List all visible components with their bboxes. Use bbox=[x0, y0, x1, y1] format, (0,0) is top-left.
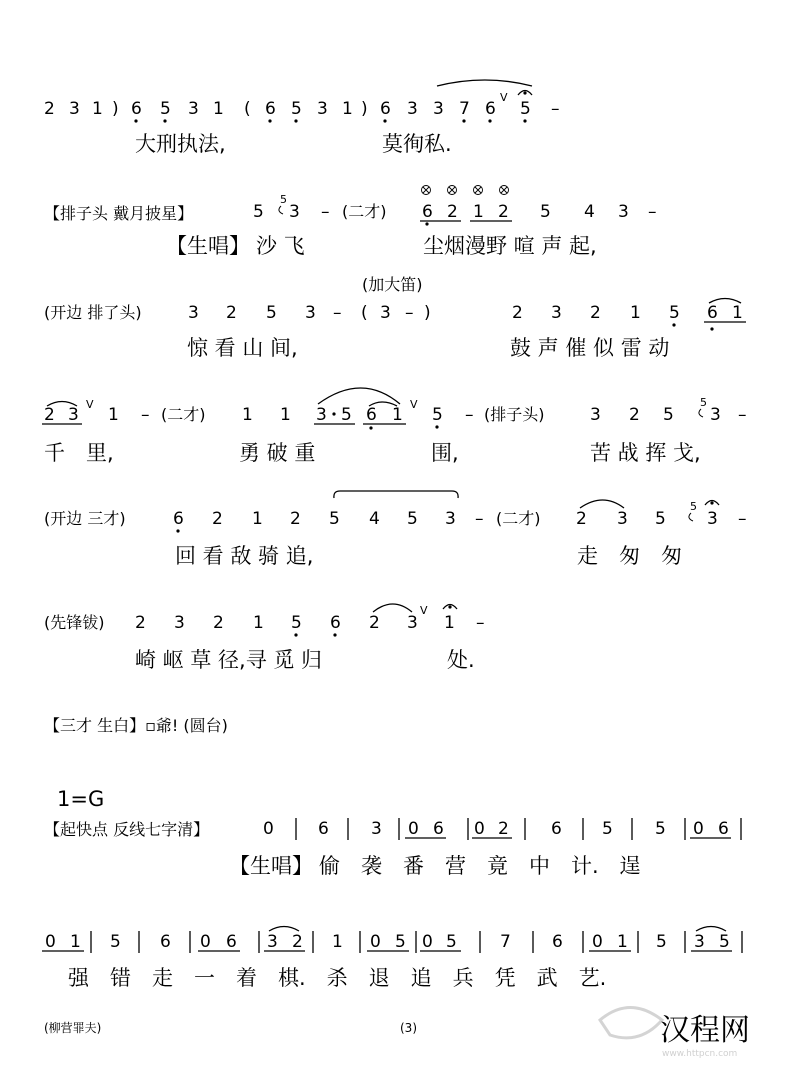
line-5-lyrics-b: 走 匆 匆 bbox=[577, 544, 682, 568]
svg-text:5: 5 bbox=[656, 932, 667, 952]
svg-text:2: 2 bbox=[292, 932, 303, 952]
svg-text:–: – bbox=[738, 509, 747, 529]
svg-text:–: – bbox=[333, 303, 342, 323]
svg-text:1: 1 bbox=[342, 99, 353, 119]
svg-text:–: – bbox=[141, 405, 150, 425]
svg-text:5: 5 bbox=[669, 303, 680, 323]
svg-text:–: – bbox=[738, 405, 747, 425]
svg-text:3: 3 bbox=[590, 405, 601, 425]
svg-text:6: 6 bbox=[485, 99, 496, 119]
key-signature: 1=G bbox=[57, 787, 105, 811]
svg-text:2: 2 bbox=[629, 405, 640, 425]
svg-text:3: 3 bbox=[380, 303, 391, 323]
watermark-logo bbox=[600, 1008, 750, 1060]
svg-text:–: – bbox=[648, 202, 657, 222]
svg-text:6: 6 bbox=[330, 613, 341, 633]
line-6-notes bbox=[135, 604, 485, 637]
svg-text:2: 2 bbox=[369, 613, 380, 633]
svg-text:5: 5 bbox=[329, 509, 340, 529]
svg-text:5: 5 bbox=[655, 819, 666, 839]
svg-text:1: 1 bbox=[732, 303, 743, 323]
svg-text:5: 5 bbox=[253, 202, 264, 222]
line-1-notes bbox=[44, 80, 560, 123]
svg-text:5: 5 bbox=[341, 405, 352, 425]
svg-text:): ) bbox=[112, 99, 119, 119]
svg-text:3: 3 bbox=[710, 405, 721, 425]
watermark-text: 汉程网 bbox=[660, 1013, 750, 1048]
svg-text:1: 1 bbox=[473, 202, 484, 222]
svg-text:(排子头): (排子头) bbox=[484, 405, 545, 424]
svg-text:5: 5 bbox=[280, 193, 287, 206]
line-6-lyrics-a: 崎 岖 草 径,寻 觅 归 bbox=[135, 648, 323, 672]
svg-text:6: 6 bbox=[131, 99, 142, 119]
svg-text:1: 1 bbox=[280, 405, 291, 425]
section-2-lyrics-row-2: 强 错 走 一 着 棋. 杀 退 追 兵 凭 武 艺. bbox=[68, 966, 607, 990]
svg-text:6: 6 bbox=[433, 819, 444, 839]
svg-text:3: 3 bbox=[551, 303, 562, 323]
line-6-lyrics-b: 处. bbox=[447, 648, 475, 672]
line-2-label: 【排子头 戴月披星】 bbox=[44, 204, 194, 223]
svg-text:0: 0 bbox=[263, 819, 274, 839]
line-3-lyrics-a: 惊 看 山 间, bbox=[187, 336, 298, 360]
section-2-row-2-notes bbox=[42, 927, 742, 954]
svg-text:(二才): (二才) bbox=[342, 202, 387, 221]
svg-text:0: 0 bbox=[474, 819, 485, 839]
svg-text:V: V bbox=[500, 91, 508, 104]
svg-text:5: 5 bbox=[407, 509, 418, 529]
svg-text:2: 2 bbox=[44, 405, 55, 425]
svg-text:5: 5 bbox=[395, 932, 406, 952]
line-2-lyrics-b: 尘烟漫野 喧 声 起, bbox=[423, 234, 597, 258]
svg-text:): ) bbox=[424, 303, 431, 323]
svg-text:3: 3 bbox=[69, 99, 80, 119]
svg-text:2: 2 bbox=[576, 509, 587, 529]
svg-text:1: 1 bbox=[332, 932, 343, 952]
svg-text:): ) bbox=[361, 99, 368, 119]
svg-text:2: 2 bbox=[447, 202, 458, 222]
line-4-notes bbox=[42, 388, 747, 430]
svg-text:–: – bbox=[476, 613, 485, 633]
line-2-lyrics-label: 【生唱】 bbox=[166, 234, 250, 258]
svg-text:3: 3 bbox=[317, 99, 328, 119]
svg-text:6: 6 bbox=[318, 819, 329, 839]
svg-text:6: 6 bbox=[707, 303, 718, 323]
svg-text:3: 3 bbox=[407, 99, 418, 119]
svg-text:V: V bbox=[86, 398, 94, 411]
line-4-lyrics-a: 千 里, bbox=[44, 441, 114, 465]
svg-text:2: 2 bbox=[498, 819, 509, 839]
svg-text:6: 6 bbox=[422, 202, 433, 222]
svg-text:6: 6 bbox=[552, 932, 563, 952]
line-2-notes bbox=[253, 186, 657, 226]
section-2-label: 【起快点 反线七字清】 bbox=[44, 820, 210, 839]
svg-text:(: ( bbox=[244, 99, 251, 119]
svg-text:0: 0 bbox=[408, 819, 419, 839]
svg-text:3: 3 bbox=[188, 99, 199, 119]
svg-text:2: 2 bbox=[213, 613, 224, 633]
svg-text:1: 1 bbox=[617, 932, 628, 952]
svg-text:2: 2 bbox=[512, 303, 523, 323]
svg-text:2: 2 bbox=[212, 509, 223, 529]
section-2-row-1-notes bbox=[263, 818, 741, 840]
svg-text:6: 6 bbox=[160, 932, 171, 952]
svg-text:1: 1 bbox=[108, 405, 119, 425]
svg-text:7: 7 bbox=[500, 932, 511, 952]
svg-text:V: V bbox=[410, 398, 418, 411]
svg-text:0: 0 bbox=[45, 932, 56, 952]
line-5-lyrics-a: 回 看 敌 骑 追, bbox=[175, 544, 314, 568]
svg-text:3: 3 bbox=[407, 613, 418, 633]
svg-text:5: 5 bbox=[291, 99, 302, 119]
line-6-label: (先锋钹) bbox=[44, 613, 105, 632]
svg-text:1: 1 bbox=[213, 99, 224, 119]
svg-text:5: 5 bbox=[602, 819, 613, 839]
line-2-lyrics-a: 沙 飞 bbox=[256, 234, 305, 258]
line-1-lyrics-a: 大刑执法, bbox=[135, 132, 226, 156]
svg-text:6: 6 bbox=[551, 819, 562, 839]
svg-text:7: 7 bbox=[459, 99, 470, 119]
svg-text:3: 3 bbox=[707, 509, 718, 529]
cymbal-marks bbox=[422, 186, 509, 195]
svg-text:4: 4 bbox=[369, 509, 380, 529]
svg-text:1: 1 bbox=[630, 303, 641, 323]
svg-text:2: 2 bbox=[590, 303, 601, 323]
svg-text:1: 1 bbox=[70, 932, 81, 952]
section-2-lyrics-label: 【生唱】 bbox=[229, 854, 313, 878]
svg-text:6: 6 bbox=[718, 819, 729, 839]
svg-text:3: 3 bbox=[174, 613, 185, 633]
svg-text:6: 6 bbox=[380, 99, 391, 119]
svg-text:1: 1 bbox=[253, 613, 264, 633]
svg-text:6: 6 bbox=[173, 509, 184, 529]
annotation-lei-gu: (加大笛) bbox=[362, 275, 423, 294]
svg-text:0: 0 bbox=[422, 932, 433, 952]
svg-text:3: 3 bbox=[694, 932, 705, 952]
svg-text:5: 5 bbox=[446, 932, 457, 952]
svg-text:2: 2 bbox=[498, 202, 509, 222]
svg-text:3: 3 bbox=[188, 303, 199, 323]
page-number: (3) bbox=[400, 1021, 417, 1035]
svg-text:1: 1 bbox=[444, 613, 455, 633]
svg-text:–: – bbox=[405, 303, 414, 323]
svg-text:–: – bbox=[465, 405, 474, 425]
svg-text:3: 3 bbox=[289, 202, 300, 222]
svg-text:5: 5 bbox=[291, 613, 302, 633]
watermark-url: www.httpcn.com bbox=[662, 1049, 738, 1059]
svg-text:3: 3 bbox=[433, 99, 444, 119]
svg-text:6: 6 bbox=[265, 99, 276, 119]
svg-text:2: 2 bbox=[135, 613, 146, 633]
svg-text:5: 5 bbox=[663, 405, 674, 425]
svg-text:6: 6 bbox=[366, 405, 377, 425]
section-2-lyrics-row-1: 偷 袭 番 营 竟 中 计. 逞 bbox=[319, 854, 641, 878]
svg-text:5: 5 bbox=[655, 509, 666, 529]
svg-text:–: – bbox=[321, 202, 330, 222]
svg-text:3: 3 bbox=[305, 303, 316, 323]
line-4-lyrics-c: 围, bbox=[431, 441, 459, 465]
svg-text:3: 3 bbox=[618, 202, 629, 222]
spoken-line: 【三才 生白】▫爺! (圆台) bbox=[44, 716, 228, 735]
svg-text:3: 3 bbox=[617, 509, 628, 529]
line-4-lyrics-d: 苦 战 挥 戈, bbox=[590, 441, 701, 465]
svg-text:V: V bbox=[420, 604, 428, 617]
svg-text:3: 3 bbox=[68, 405, 79, 425]
svg-text:5: 5 bbox=[719, 932, 730, 952]
svg-text:(二才): (二才) bbox=[161, 405, 206, 424]
svg-text:0: 0 bbox=[693, 819, 704, 839]
svg-text:1: 1 bbox=[92, 99, 103, 119]
svg-text:3: 3 bbox=[371, 819, 382, 839]
svg-text:3: 3 bbox=[445, 509, 456, 529]
svg-text:5: 5 bbox=[266, 303, 277, 323]
line-4-lyrics-b: 勇 破 重 bbox=[239, 441, 316, 465]
svg-text:(二才): (二才) bbox=[496, 509, 541, 528]
svg-text:3: 3 bbox=[316, 405, 327, 425]
svg-text:1: 1 bbox=[392, 405, 403, 425]
svg-text:5: 5 bbox=[700, 396, 707, 409]
svg-text:0: 0 bbox=[370, 932, 381, 952]
line-3-notes bbox=[188, 299, 746, 331]
svg-text:0: 0 bbox=[592, 932, 603, 952]
svg-text:5: 5 bbox=[540, 202, 551, 222]
line-1-lyrics-b: 莫徇私. bbox=[382, 132, 452, 156]
svg-text:5: 5 bbox=[432, 405, 443, 425]
svg-text:2: 2 bbox=[290, 509, 301, 529]
line-3-lyrics-b: 鼓 声 催 似 雷 动 bbox=[510, 336, 670, 360]
svg-text:4: 4 bbox=[584, 202, 595, 222]
svg-text:3: 3 bbox=[267, 932, 278, 952]
svg-text:6: 6 bbox=[226, 932, 237, 952]
svg-text:2: 2 bbox=[226, 303, 237, 323]
svg-text:1: 1 bbox=[242, 405, 253, 425]
line-3-label: (开边 排了头) bbox=[44, 303, 142, 322]
svg-text:5: 5 bbox=[160, 99, 171, 119]
svg-text:5: 5 bbox=[520, 99, 531, 119]
svg-text:–: – bbox=[475, 509, 484, 529]
line-5-notes bbox=[173, 491, 747, 533]
line-5-label: (开边 三才) bbox=[44, 509, 126, 528]
svg-text:2: 2 bbox=[44, 99, 55, 119]
svg-text:5: 5 bbox=[110, 932, 121, 952]
svg-text:–: – bbox=[551, 99, 560, 119]
svg-text:(: ( bbox=[361, 303, 368, 323]
footer-author: (柳营罪夫) bbox=[44, 1021, 102, 1035]
svg-text:0: 0 bbox=[200, 932, 211, 952]
svg-text:5: 5 bbox=[690, 500, 697, 513]
svg-text:1: 1 bbox=[252, 509, 263, 529]
